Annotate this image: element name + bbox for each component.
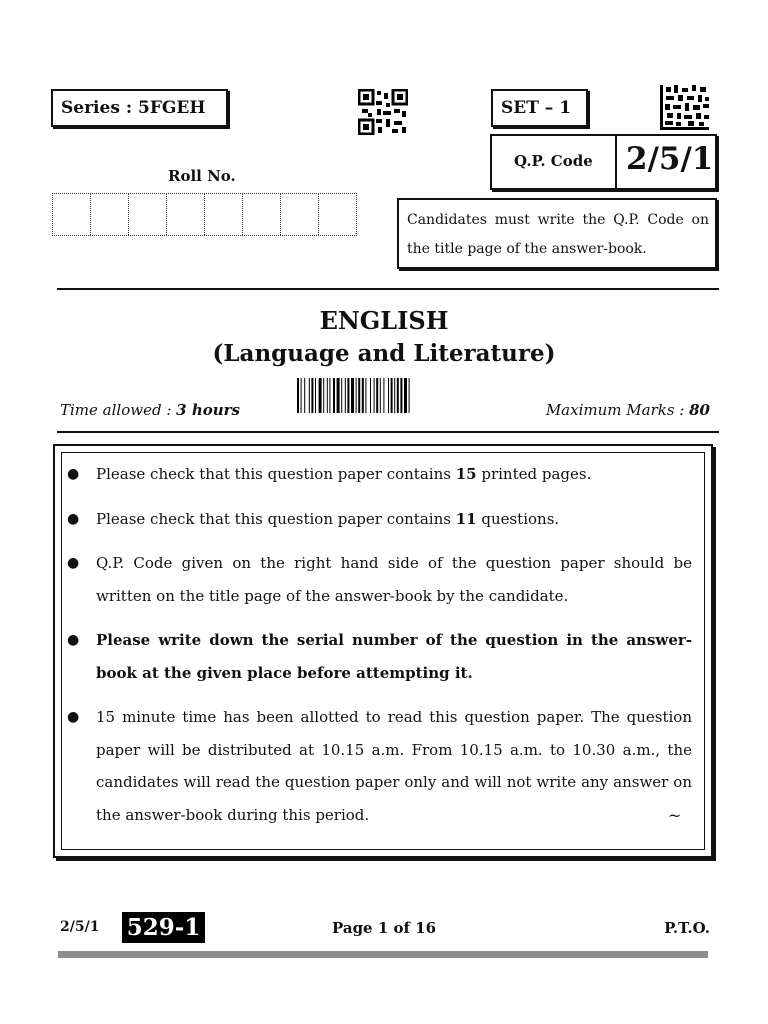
max-marks-label: Maximum Marks : bbox=[545, 401, 690, 419]
instruction-item bbox=[60, 624, 692, 689]
divider-mid bbox=[57, 431, 719, 433]
instruction-item bbox=[60, 701, 692, 831]
candidate-note: Candidates must write the Q.P. Code on the title page of the answer-book. bbox=[397, 198, 717, 269]
instruction-count: 11 bbox=[455, 509, 477, 528]
max-marks-value: 80 bbox=[689, 401, 710, 419]
set-label: SET – 1 bbox=[501, 98, 572, 118]
page-number: Page 1 of 16 bbox=[331, 919, 437, 937]
barcode-icon bbox=[297, 378, 464, 413]
instruction-text: printed pages. bbox=[476, 465, 592, 483]
roll-no-cell[interactable] bbox=[281, 194, 319, 235]
roll-no-label: Roll No. bbox=[168, 167, 236, 185]
instruction-text: Q.P. Code given on the right hand side of the question paper should be written on the title page of the answer-book by the candidate. bbox=[96, 554, 692, 605]
instruction-item bbox=[60, 458, 692, 491]
qp-code-value: 2/5/1 bbox=[626, 141, 714, 177]
data-matrix-icon bbox=[660, 85, 709, 130]
maximum-marks bbox=[546, 401, 710, 419]
roll-no-cell[interactable] bbox=[167, 194, 205, 235]
roll-no-cell[interactable] bbox=[319, 194, 356, 235]
bullet-icon: ● bbox=[67, 555, 80, 571]
roll-no-grid[interactable] bbox=[52, 193, 357, 236]
subject-title: ENGLISH bbox=[319, 306, 449, 335]
instruction-text: 15 minute time has been allotted to read this question paper. The question paper will be distributed at 10.15 a.m. From 10.15 a.m. to 10.30 a.m., the candidates will read the question paper only and will not write any answer on the answer-book during this period. bbox=[96, 708, 692, 824]
instruction-count: 15 bbox=[455, 465, 477, 483]
set-box bbox=[491, 89, 588, 127]
roll-no-cell[interactable] bbox=[91, 194, 129, 235]
time-allowed-value: 3 hours bbox=[176, 401, 240, 419]
instruction-text: Please check that this question paper contains bbox=[96, 465, 456, 483]
roll-no-cell[interactable] bbox=[243, 194, 281, 235]
instruction-item bbox=[60, 547, 692, 612]
divider-top bbox=[57, 288, 719, 290]
footer-badge: 529-1 bbox=[122, 912, 205, 943]
bullet-icon: ● bbox=[67, 632, 80, 648]
bullet-icon: ● bbox=[67, 709, 80, 725]
instruction-text: questions. bbox=[476, 509, 560, 528]
roll-no-cell[interactable] bbox=[129, 194, 167, 235]
bullet-icon: ● bbox=[67, 510, 80, 527]
bullet-icon: ● bbox=[67, 466, 80, 482]
time-allowed bbox=[60, 401, 240, 419]
time-allowed-label: Time allowed : bbox=[60, 401, 177, 419]
qr-code-icon bbox=[358, 89, 408, 135]
subject-subtitle: (Language and Literature) bbox=[212, 340, 556, 367]
series-box bbox=[51, 89, 228, 127]
instruction-text: Please check that this question paper contains bbox=[96, 509, 456, 528]
qp-code-box bbox=[490, 134, 717, 190]
pto-label: P.T.O. bbox=[664, 919, 710, 937]
roll-no-cell[interactable] bbox=[53, 194, 91, 235]
instruction-text: Please write down the serial number of the question in the answer-book at the given place before attempting it. bbox=[96, 631, 692, 682]
roll-no-cell[interactable] bbox=[205, 194, 243, 235]
qp-code-label: Q.P. Code bbox=[514, 152, 593, 170]
series-label: Series : 5FGEH bbox=[61, 98, 206, 118]
instructions-list bbox=[60, 458, 692, 843]
footer-bar bbox=[58, 951, 708, 958]
footer-qp-code: 2/5/1 bbox=[60, 919, 100, 935]
tilde-mark: ~ bbox=[668, 806, 682, 825]
instruction-item bbox=[60, 503, 692, 536]
qp-divider bbox=[615, 136, 617, 188]
